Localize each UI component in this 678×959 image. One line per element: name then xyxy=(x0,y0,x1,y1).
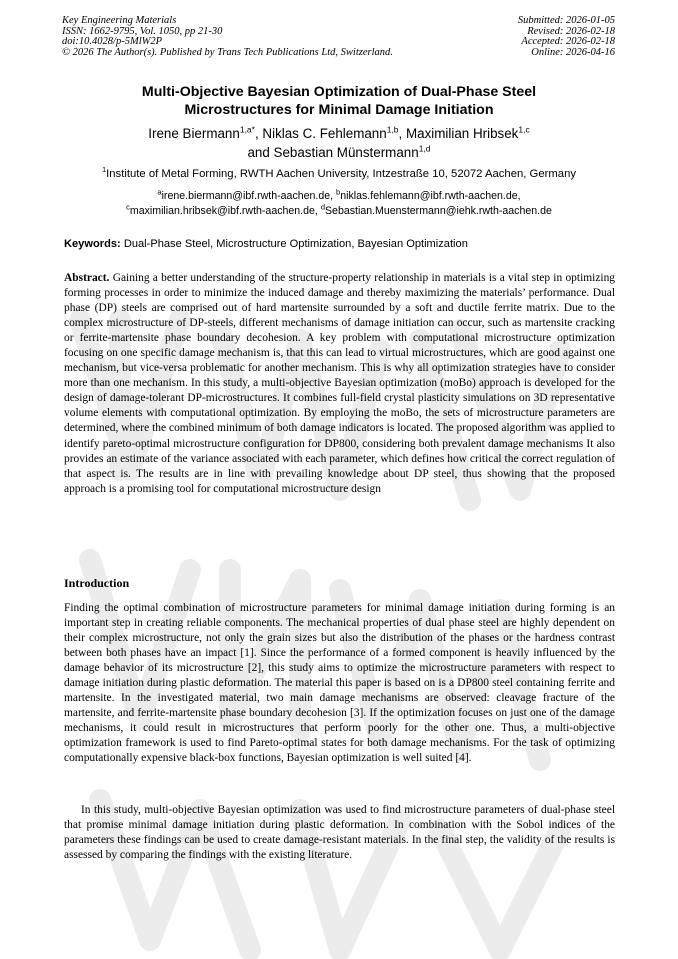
email-mark: a xyxy=(157,187,162,197)
introduction-paragraph-1: Finding the optimal combination of microstructure parameters for minimal damage initiation during forming is an important step in creating reliable components. The mechanical properties of dual phase steel are highly dependent on their complex microstructure, not only the grain sizes but also the distribution of the phases or the hardness contrast between both phases have an impact [1]. Since the performance of a formed component is heavily influenced by the damage behavior of its microstructure [2], this study aims to optimize the microstructure parameters with respect to damage initiation during plastic deformation. The material this paper is based on is a DP800 steel containing ferrite and martensite. In the investigated material, two main damage mechanisms are observed: cleavage fracture of the martensite, and ferrite-martensite phase boundary decohesion [3]. If the optimization focuses on just one of the damage mechanisms, it could result in microstructures that perform poorly for the other one. Thus, a multi-objective optimization framework is used to find Pareto-optimal states for both damage mechanisms. For the task of optimizing computationally expensive black-box functions, Bayesian optimization is well suited [4]. xyxy=(64,602,615,765)
date-submitted: Submitted: 2026-01-05 xyxy=(517,15,615,26)
email-link[interactable]: irene.biermann@ibf.rwth-aachen.de xyxy=(161,190,331,202)
author-affil-mark: 1,d xyxy=(418,143,431,154)
author-affil-mark: 1,c xyxy=(518,124,530,135)
abstract-text: Gaining a better understanding of the structure-property relationship in materials is a vital step in optimizing forming processes in order to minimize the induced damage and thereby maximizing the materials’ performance. Dual phase (DP) steels are comprised out of hard martensite surrounded by a soft and ductile ferrite matrix. Due to the complex microstructure of DP-steels, different mechanisms of damage initiation can occur, such as martensite cracking or ferrite-martensite phase boundary decohesion. A key problem with computational microstructure optimization focusing on one specific damage mechanism is, that this can lead to virtual microstructures, which are good against one mechanism, but vice-versa problematic for another mechanism. This is why all optimization strategies have to consider more than one mechanism. In this study, a multi-objective Bayesian optimization (moBo) approach is developed for the design of damage-tolerant DP-microstructures. It combines full-field crystal plasticity simulations on 3D representative volume elements with computational optimization. By employing the moBo, the sets of microstructure parameters are determined, where the combined minimum of both damage indicators is located. The proposed algorithm was applied to identify pareto-optimal microstructure configuration for DP800, considering both prevalent damage mechanisms It also provides an estimate of the variance associated with each parameter, which defines how critical the correct regulation of that aspect is. The results are in line with prevailing knowledge about DP steel, thus showing that the proposed approach is a promising tool for computational microstructure design xyxy=(64,272,616,495)
email-link[interactable]: maximilian.hribsek@ibf.rwth-aachen.de xyxy=(129,205,315,217)
keywords xyxy=(64,238,620,250)
paper-title xyxy=(40,83,638,119)
date-online: Online: 2026-04-16 xyxy=(531,46,615,58)
affiliation xyxy=(20,165,658,180)
title-line: Multi-Objective Bayesian Optimization of Dual-Phase Steel xyxy=(141,84,537,100)
abstract xyxy=(64,271,615,497)
date-accepted: Accepted: 2026-02-18 xyxy=(521,36,615,48)
abstract-label: Abstract. xyxy=(64,272,110,284)
author-name: Sebastian Münstermann xyxy=(273,145,419,160)
journal-copyright: © 2026 The Author(s). Published by Trans Tech Publications Ltd, Switzerland. xyxy=(62,46,393,58)
author-name: Irene Biermann xyxy=(148,126,240,141)
date-revised: Revised: 2026-02-18 xyxy=(527,25,615,37)
affiliation-text: Institute of Metal Forming, RWTH Aachen University, Intzestraße 10, 52072 Aachen, Germany xyxy=(106,168,577,180)
email-separator: , xyxy=(314,205,321,217)
author-name: Maximilian Hribsek xyxy=(406,126,519,141)
keywords-label: Keywords: xyxy=(64,238,121,250)
author-separator: , xyxy=(398,126,406,141)
keywords-text: Dual-Phase Steel, Microstructure Optimization, Bayesian Optimization xyxy=(123,238,468,250)
section-heading-introduction: Introduction xyxy=(64,576,130,590)
publication-dates xyxy=(518,16,615,58)
email-separator: , xyxy=(330,190,337,202)
email-mark: d xyxy=(320,202,325,212)
journal-issn: ISSN: 1662-9795, Vol. 1050, pp 21-30 xyxy=(62,25,223,37)
author-affil-mark: 1,b xyxy=(386,124,399,135)
title-line: Microstructures for Minimal Damage Initiation xyxy=(184,102,494,118)
email-mark: c xyxy=(126,202,130,212)
author-list xyxy=(40,124,638,162)
journal-doi: doi:10.4028/p-5MlW2P xyxy=(62,36,163,48)
affiliation-mark: 1 xyxy=(101,165,107,175)
introduction-paragraph-2: In this study, multi-objective Bayesian optimization was used to find microstructure parameters of dual-phase steel that promise minimal damage initiation during plastic deformation. In combination with the Sobol indices of the parameters these findings can be used to create damage-resistant materials. In the final step, the validity of the results is assessed by comparing the findings with the existing literature. xyxy=(64,804,615,862)
author-affil-mark: 1,a* xyxy=(239,124,255,135)
author-emails: $^a$irene.biermann@ibf.rwth-aachen.de, $^b$niklas.fehlemann@ibf.rwth-aachen.de, $^c$maximilian.hribsek@ibf.rwth-aachen.de, $^d$Sebastian.Muenstermann@iehk.rwth-aachen.de xyxy=(126,187,552,217)
author-separator: , xyxy=(254,126,263,141)
email-mark: b xyxy=(336,187,341,197)
email-link[interactable]: niklas.fehlemann@ibf.rwth-aachen.de xyxy=(340,190,518,202)
journal-header xyxy=(62,16,393,58)
author-conjunction: and xyxy=(247,145,274,160)
author-name: Niklas C. Fehlemann xyxy=(262,126,387,141)
journal-name: Key Engineering Materials xyxy=(62,15,177,26)
email-link[interactable]: Sebastian.Muenstermann@iehk.rwth-aachen.de xyxy=(324,205,552,217)
